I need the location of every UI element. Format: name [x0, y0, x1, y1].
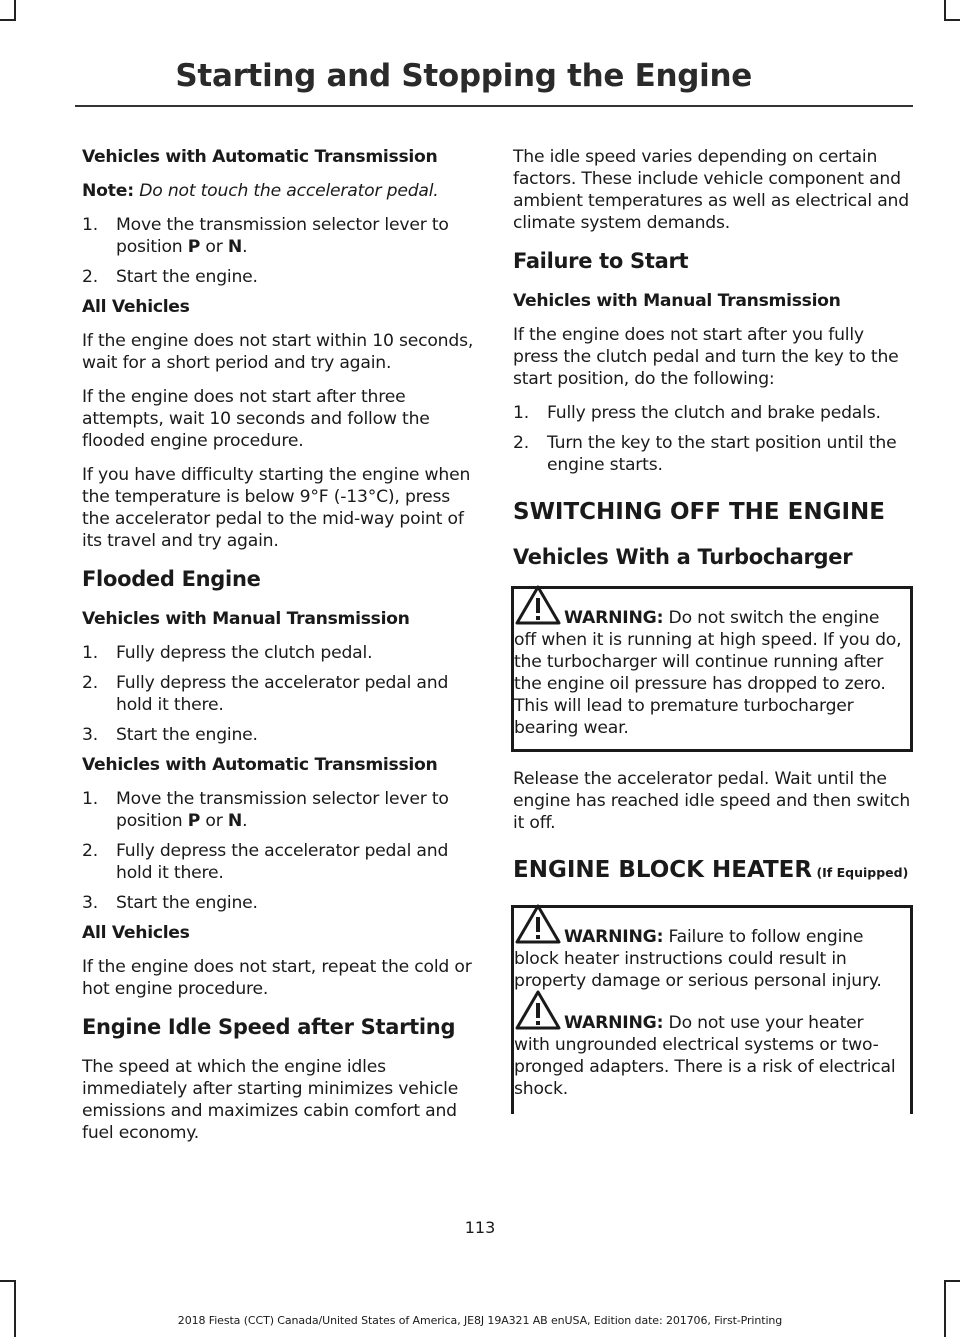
warning-paragraph: WARNING: Do not switch the engine off when it is running at high speed. If you do, the turbocharger will continue running after the engine oil pressure has dropped to zero. This will lead to premature turbocharger bearing wear. [514, 603, 902, 739]
heading-all-vehicles: All Vehicles [82, 923, 190, 943]
warning-label: WARNING: [564, 608, 664, 628]
paragraph: If the engine does not start within 10 seconds, wait for a short period and try again. [82, 331, 474, 373]
heading-automatic-transmission: Vehicles with Automatic Transmission [82, 147, 438, 167]
failure-steps-list [513, 402, 913, 476]
warning-label: WARNING: [564, 1013, 664, 1033]
crop-mark [14, 0, 16, 20]
crop-mark [944, 19, 960, 21]
page-title: Starting and Stopping the Engine [175, 58, 752, 94]
warning-box [511, 905, 913, 1114]
paragraph: Release the accelerator pedal. Wait until the engine has reached idle speed and then switch it off. [513, 769, 911, 833]
heading-switching-off: SWITCHING OFF THE ENGINE [513, 499, 885, 525]
warning-triangle-icon [512, 988, 564, 1032]
list-item: 3. Start the engine. [82, 893, 258, 913]
warning-label: WARNING: [564, 927, 664, 947]
note-text: Do not touch the accelerator pedal. [133, 181, 439, 201]
paragraph: If you have difficulty starting the engine when the temperature is below 9°F (-13°C), press the accelerator pedal to the mid-way point of its travel and try again. [82, 465, 471, 551]
warning-paragraph: WARNING: Failure to follow engine block heater instructions could result in property damage or serious personal injury. [514, 922, 902, 992]
heading-manual-transmission: Vehicles with Manual Transmission [513, 291, 841, 311]
list-item: 2. Turn the key to the start position until the engine starts. [513, 433, 897, 475]
heading-all-vehicles: All Vehicles [82, 297, 190, 317]
footer-text: 2018 Fiesta (CCT) Canada/United States of America, JE8J 19A321 AB enUSA, Edition date: 201706, First-Printing [177, 1314, 783, 1327]
auto-steps-list [82, 214, 477, 288]
heading-engine-block-heater: ENGINE BLOCK HEATER (If Equipped) [513, 857, 909, 883]
right-column [513, 146, 913, 1130]
crop-mark [944, 1280, 946, 1337]
paragraph: If the engine does not start after three attempts, wait 10 seconds and follow the flooded engine procedure. [82, 387, 430, 451]
left-column [82, 146, 477, 1156]
list-item: 1. Move the transmission selector lever to position P or N. [82, 215, 449, 257]
crop-mark [0, 19, 16, 21]
crop-mark [944, 0, 946, 20]
crop-mark [944, 1280, 960, 1282]
list-item: 1. Fully press the clutch and brake pedals. [513, 403, 881, 423]
crop-mark [0, 1280, 16, 1282]
list-item: 1. Move the transmission selector lever to position P or N. [82, 789, 449, 831]
paragraph: The idle speed varies depending on certain factors. These include vehicle component and ambient temperatures as well as electrical and climate system demands. [513, 147, 909, 233]
list-item: 2. Fully depress the accelerator pedal and hold it there. [82, 673, 449, 715]
auto-flooded-steps-list [82, 788, 477, 914]
note-label: Note: [82, 181, 134, 201]
list-item: 1. Fully depress the clutch pedal. [82, 643, 373, 663]
warning-paragraph: WARNING: Do not use your heater with ungrounded electrical systems or two-pronged adapters. There is a risk of electrical shock. [514, 1008, 902, 1100]
paragraph: If the engine does not start after you fully press the clutch pedal and turn the key to the start position, do the following: [513, 325, 899, 389]
warning-triangle-icon [512, 583, 564, 627]
heading-manual-transmission: Vehicles with Manual Transmission [82, 609, 410, 629]
heading-turbocharger: Vehicles With a Turbocharger [513, 545, 853, 569]
heading-automatic-transmission: Vehicles with Automatic Transmission [82, 755, 438, 775]
page-number: 113 [464, 1218, 496, 1237]
warning-triangle-icon [512, 902, 564, 946]
heading-failure-to-start: Failure to Start [513, 249, 689, 273]
warning-box [511, 586, 913, 752]
list-item: 2. Start the engine. [82, 267, 258, 287]
list-item: 2. Fully depress the accelerator pedal and hold it there. [82, 841, 449, 883]
header-divider [75, 105, 913, 107]
note [82, 180, 477, 202]
manual-steps-list [82, 642, 477, 746]
paragraph: The speed at which the engine idles immediately after starting minimizes vehicle emissions and maximizes cabin comfort and fuel economy. [82, 1057, 459, 1143]
list-item: 3. Start the engine. [82, 725, 258, 745]
heading-idle-speed: Engine Idle Speed after Starting [82, 1015, 456, 1039]
crop-mark [14, 1280, 16, 1337]
paragraph: If the engine does not start, repeat the cold or hot engine procedure. [82, 957, 472, 999]
heading-flooded-engine: Flooded Engine [82, 567, 261, 591]
